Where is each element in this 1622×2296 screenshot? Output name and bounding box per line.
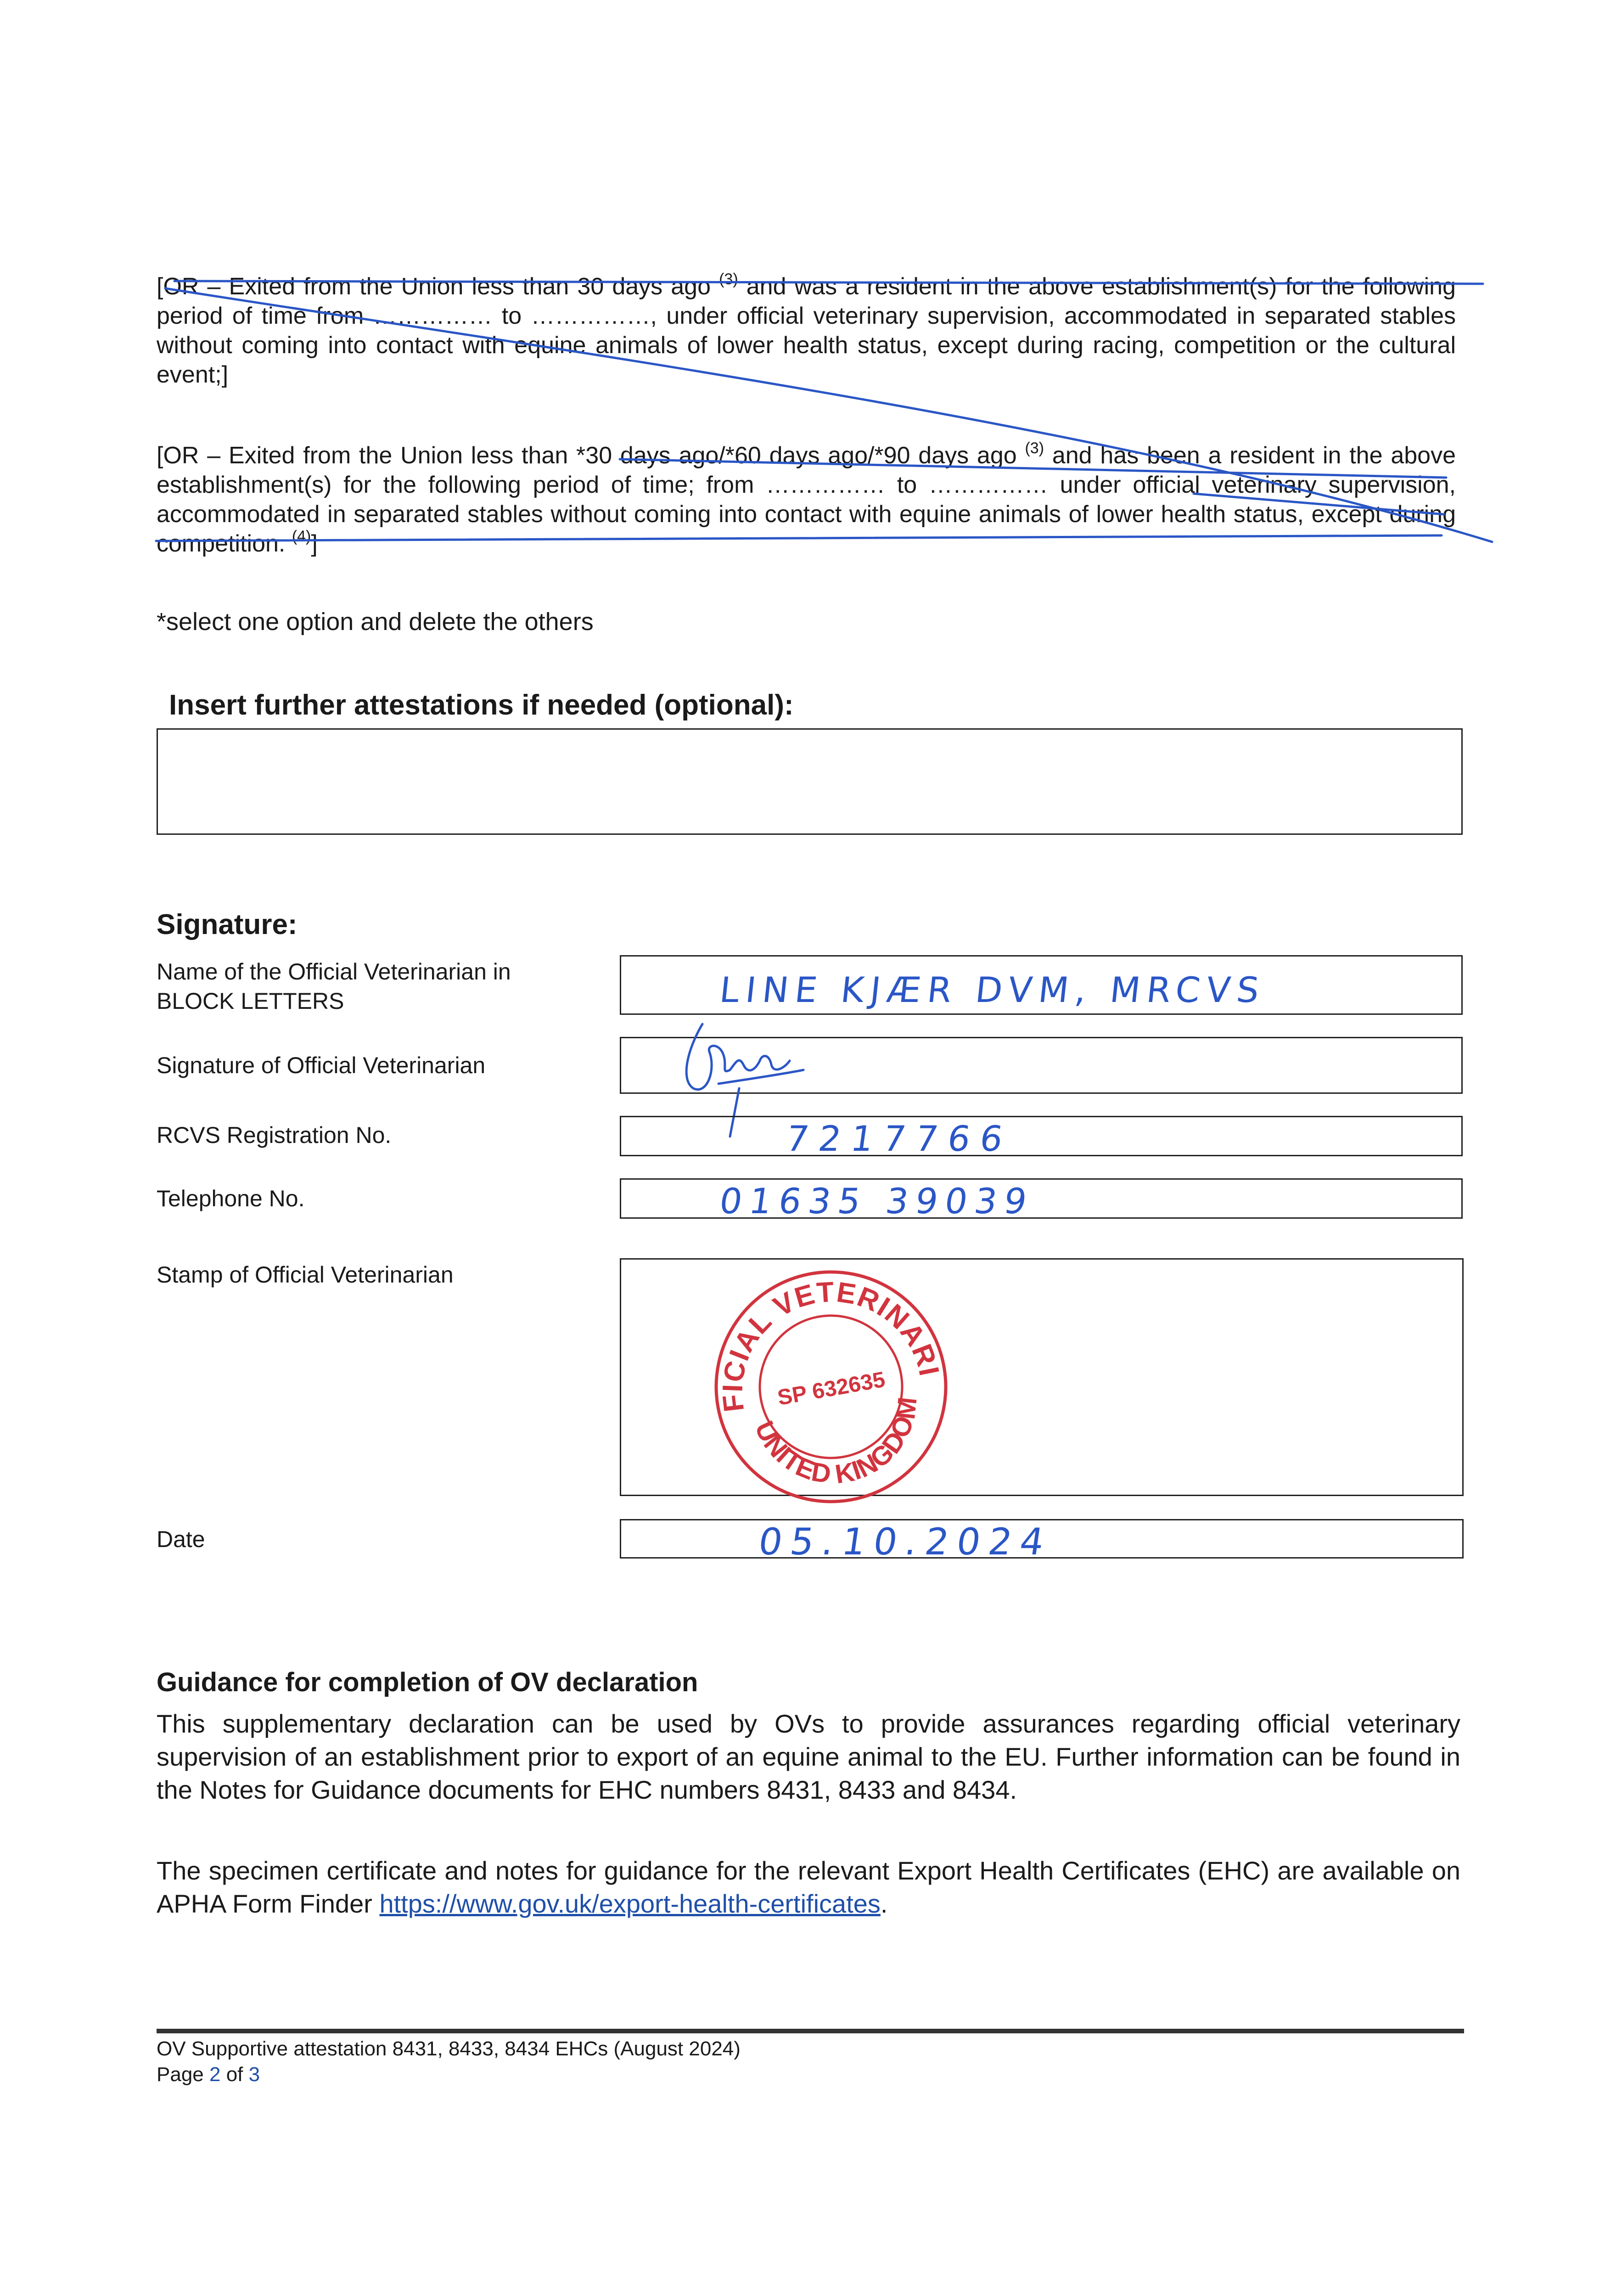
further-attestations-heading: Insert further attestations if needed (optional): — [169, 689, 794, 721]
signature-label: Signature of Official Veterinarian — [157, 1052, 486, 1078]
rcvs-label: RCVS Registration No. — [157, 1122, 392, 1148]
name-label: Name of the Official Veterinarian in BLOCK LETTERS — [157, 959, 511, 1014]
page-total: 3 — [248, 2063, 260, 2086]
rcvs-field[interactable] — [620, 1116, 1463, 1159]
attestation-text: ] — [311, 530, 318, 557]
signature-field[interactable] — [620, 1037, 1463, 1094]
attestation-text: and was a resident in the above establishment(s) for the following period of time from …………… to ……………, under official veterinary supervision, accommodated in separated stables without coming into contact with equine animals of lower health status, except during racing, competition or the cultural event;] — [157, 273, 1456, 388]
guidance-text: The specimen certificate and notes for guidance for the relevant Export Health Certificates (EHC) are available on APHA Form Finder — [157, 1856, 1460, 1918]
telephone-field[interactable] — [620, 1178, 1463, 1219]
further-attestations-field[interactable] — [157, 728, 1463, 835]
footnote-ref: (3) — [719, 270, 738, 288]
date-field[interactable] — [620, 1519, 1464, 1563]
stamp-bottom-text: UNITED KINGDOM — [749, 1396, 923, 1490]
stamp-top-text: OFFICIAL VETERINARIAN — [717, 1276, 945, 1414]
stamp-code: SP 632635 — [775, 1367, 887, 1411]
rcvs-value: 7217766 — [783, 1118, 1016, 1159]
export-health-certificates-link[interactable]: https://www.gov.uk/export-health-certificates — [379, 1889, 881, 1918]
guidance-paragraph: This supplementary declaration can be used by OVs to provide assurances regarding official veterinary supervision of an establishment prior to export of an equine animal to the EU. Further information can be found in the Notes for Guidance documents for EHC numbers 8431, 8433 and 8434. — [157, 1709, 1460, 1804]
guidance-paragraph — [157, 1854, 1460, 1920]
select-option-note: *select one option and delete the others — [157, 608, 594, 636]
signature-heading: Signature: — [157, 909, 297, 940]
stamp-label: Stamp of Official Veterinarian — [157, 1262, 454, 1288]
guidance-text: . — [880, 1889, 888, 1918]
attestation-option-30-60-90-days — [157, 441, 1456, 558]
page-of: of — [220, 2063, 249, 2086]
attestation-option-30-days — [157, 272, 1456, 389]
page-current: 2 — [209, 2063, 221, 2086]
telephone-value: 01635 39039 — [717, 1181, 1037, 1221]
telephone-label: Telephone No. — [157, 1186, 305, 1211]
page-word: Page — [157, 2063, 209, 2086]
date-label: Date — [157, 1526, 205, 1552]
footnote-ref: (3) — [1025, 439, 1044, 457]
date-value: 05.10.2024 — [756, 1520, 1055, 1563]
attestation-text: and has been a resident in the above establishment(s) for the following period of time; from …………… to …………… under official veterinary supervision, accommodated in separated stables without coming into contact with equine animals of lower health status, except during competition. — [157, 442, 1456, 557]
name-value: LINE KJÆR DVM, MRCVS — [718, 969, 1268, 1010]
name-field[interactable] — [620, 955, 1463, 1015]
attestation-text: [OR – Exited from the Union less than 30 days ago — [157, 273, 719, 300]
attestation-text: [OR – Exited from the Union less than *30 days ago/*60 days ago/*90 days ago — [157, 442, 1025, 469]
footer-title: OV Supportive attestation 8431, 8433, 8434 EHCs (August 2024) — [157, 2037, 741, 2060]
guidance-heading: Guidance for completion of OV declaration — [157, 1667, 698, 1697]
stamp-field[interactable] — [620, 1258, 1464, 1496]
footnote-ref: (4) — [292, 527, 311, 545]
footer-rule — [157, 2029, 1464, 2033]
footer-page-number — [157, 2062, 260, 2088]
